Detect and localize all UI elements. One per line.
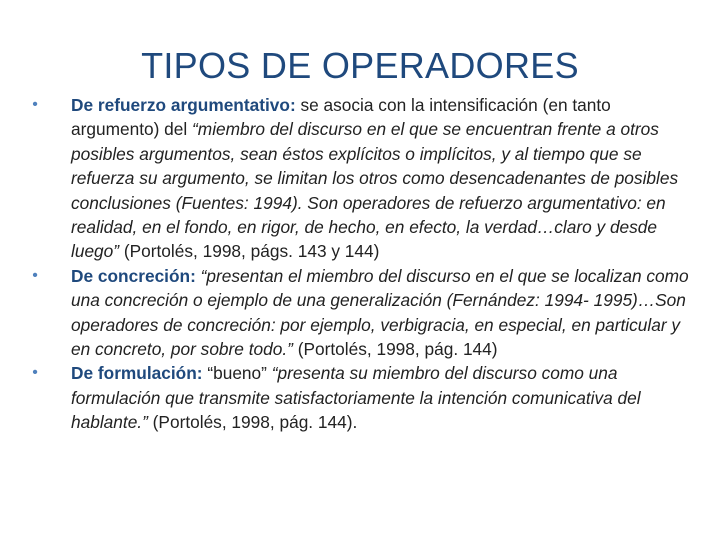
bullet-text: “bueno” bbox=[202, 363, 272, 384]
bullet-citation: (Portolés, 1998, pág. 144). bbox=[147, 412, 358, 433]
bullet-lead: De formulación: bbox=[71, 363, 203, 384]
bullet-quote: “presenta su miembro del discurso como una formulación que transmite satisfactoriamente la intención comunicativa del hablante.” bbox=[71, 363, 641, 433]
bullet-quote: “miembro del discurso en el que se encuentran frente a otros posibles argumentos, sean éstos explícitos o implícitos, y al tiempo que se refuerza su argumento, se limitan los otros como desencadenantes de posibles conclusiones (Fuentes: 1994). Son operadores de refuerzo argumentativo: en realidad, en el fondo, en rigor, de hecho, en efecto, la verdad…claro y desde luego” bbox=[71, 119, 679, 262]
bullet-citation: (Portolés, 1998, págs. 143 y 144) bbox=[119, 241, 380, 262]
bullet-text: se asocia con la intensificación (en tanto argumento) del bbox=[71, 95, 611, 140]
bullet-lead: De concreción: bbox=[71, 265, 196, 286]
bullet-dot-icon: • bbox=[32, 364, 38, 382]
slide-title: TIPOS DE OPERADORES bbox=[141, 45, 579, 86]
bullet-lead: De refuerzo argumentativo: bbox=[71, 95, 296, 115]
bullet-item-formulacion bbox=[28, 361, 700, 434]
bullet-item-concrecion bbox=[28, 264, 700, 362]
bullet-dot-icon: • bbox=[32, 96, 38, 113]
bullet-citation: (Portolés, 1998, pág. 144) bbox=[292, 339, 498, 360]
bullet-quote: “presentan el miembro del discurso en el que se localizan como una concreción o ejemplo de una generalización (Fernández: 1994- 1995)…Son operadores de concreción: por ejemplo, verbigracia, en especial, en particular y en concreto, por sobre todo.” bbox=[71, 265, 689, 360]
bullet-item-refuerzo-argumentativo bbox=[28, 93, 700, 264]
bullet-list bbox=[28, 93, 700, 435]
bullet-dot-icon: • bbox=[32, 266, 38, 284]
